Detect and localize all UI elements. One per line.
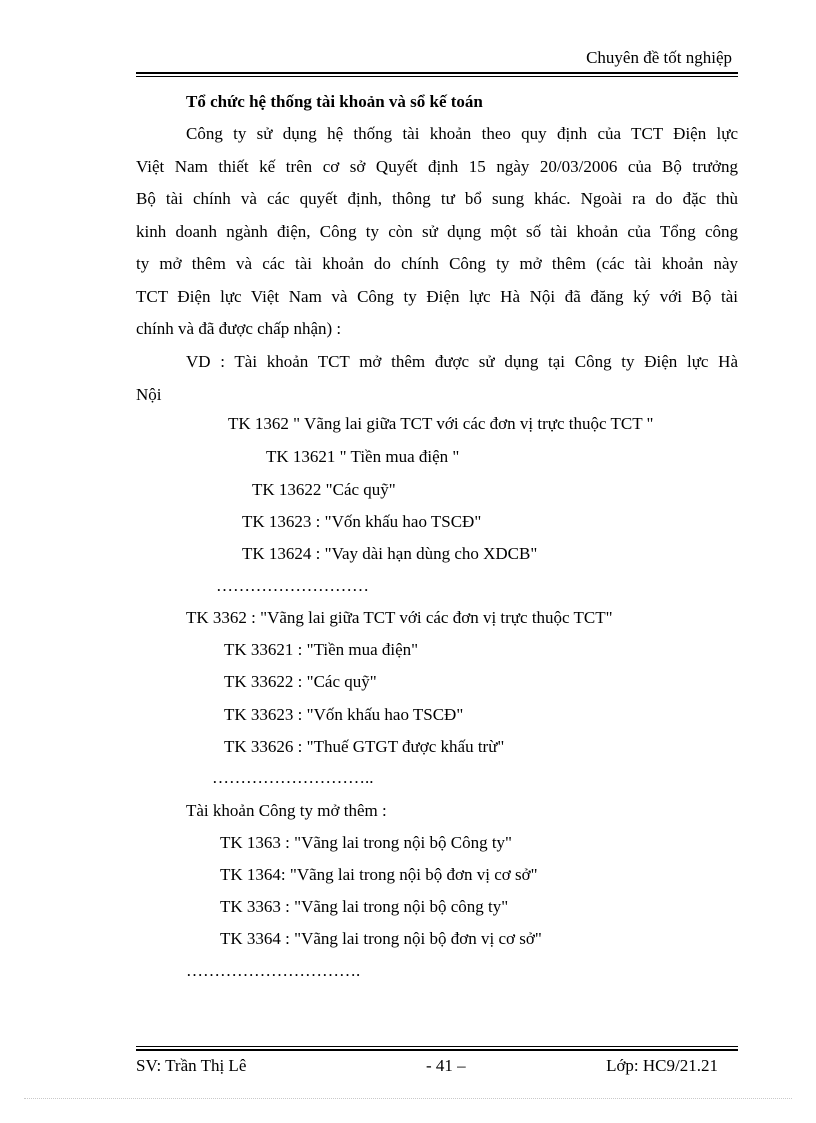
section-heading bbox=[186, 92, 483, 112]
footer-rule-thin bbox=[136, 1046, 738, 1047]
account-line: TK 13622 "Các quỹ" bbox=[252, 480, 396, 499]
ellipsis-line: ……………………… bbox=[216, 576, 369, 595]
footer-class: Lớp: HC9/21.21 bbox=[606, 1056, 718, 1075]
account-line: TK 1363 : "Vãng lai trong nội bộ Công ty" bbox=[220, 833, 512, 852]
header-rule-thin bbox=[136, 76, 738, 77]
footer-rule-thick bbox=[136, 1049, 738, 1051]
intro-line: Việt Nam thiết kế trên cơ sở Quyết định 15 ngày 20/03/2006 của Bộ trưởng bbox=[136, 156, 738, 176]
footer-page-number: - 41 – bbox=[426, 1056, 466, 1075]
intro-line: TCT Điện lực Việt Nam và Công ty Điện lực Hà Nội đã đăng ký với Bộ tài bbox=[136, 286, 738, 306]
account-line: TK 1364: "Vãng lai trong nội bộ đơn vị cơ sở" bbox=[220, 865, 538, 884]
header-rule-thick bbox=[136, 72, 738, 74]
footer-student: SV: Trần Thị Lê bbox=[136, 1056, 247, 1075]
example-line: VD : Tài khoản TCT mở thêm được sử dụng tại Công ty Điện lực Hà bbox=[186, 352, 738, 371]
account-line: TK 33623 : "Vốn khấu hao TSCĐ" bbox=[224, 705, 464, 724]
example-paragraph bbox=[136, 346, 738, 411]
header-title: Chuyên đề tốt nghiệp bbox=[586, 48, 732, 67]
example-line: Nội bbox=[136, 384, 162, 404]
intro-line: Công ty sử dụng hệ thống tài khoản theo quy định của TCT Điện lực bbox=[186, 124, 738, 143]
account-line: TK 3364 : "Vãng lai trong nội bộ đơn vị cơ sở" bbox=[220, 929, 542, 948]
ellipsis-line: …………………………. bbox=[186, 961, 361, 980]
intro-paragraph bbox=[136, 118, 738, 346]
account-line: TK 13623 : "Vốn khấu hao TSCĐ" bbox=[242, 512, 482, 531]
ellipsis-line: ……………………….. bbox=[212, 768, 374, 787]
section-heading-text: Tổ chức hệ thống tài khoản và sổ kế toán bbox=[186, 92, 483, 111]
account-line: TK 33622 : "Các quỹ" bbox=[224, 672, 377, 691]
account-line: Tài khoản Công ty mở thêm : bbox=[186, 801, 387, 820]
intro-line: ty mở thêm và các tài khoản do chính Công ty mở thêm (các tài khoản này bbox=[136, 254, 738, 273]
account-line: TK 13624 : "Vay dài hạn dùng cho XDCB" bbox=[242, 544, 538, 563]
account-line: TK 33626 : "Thuế GTGT được khấu trừ" bbox=[224, 737, 505, 756]
account-line: TK 13621 " Tiền mua điện " bbox=[266, 447, 460, 466]
account-line: TK 3363 : "Vãng lai trong nội bộ công ty" bbox=[220, 897, 509, 916]
intro-line: kinh doanh ngành điện, Công ty còn sử dụng một số tài khoản của Tổng công bbox=[136, 221, 738, 241]
account-line: TK 3362 : "Vãng lai giữa TCT với các đơn vị trực thuộc TCT" bbox=[186, 608, 613, 627]
intro-line: Bộ tài chính và các quyết định, thông tư bổ sung khác. Ngoài ra do đặc thù bbox=[136, 189, 738, 208]
intro-line: chính và đã được chấp nhận) : bbox=[136, 319, 342, 338]
page-break-line bbox=[24, 1098, 792, 1099]
account-line: TK 33621 : "Tiền mua điện" bbox=[224, 640, 419, 659]
account-line: TK 1362 " Vãng lai giữa TCT với các đơn vị trực thuộc TCT " bbox=[228, 414, 654, 433]
